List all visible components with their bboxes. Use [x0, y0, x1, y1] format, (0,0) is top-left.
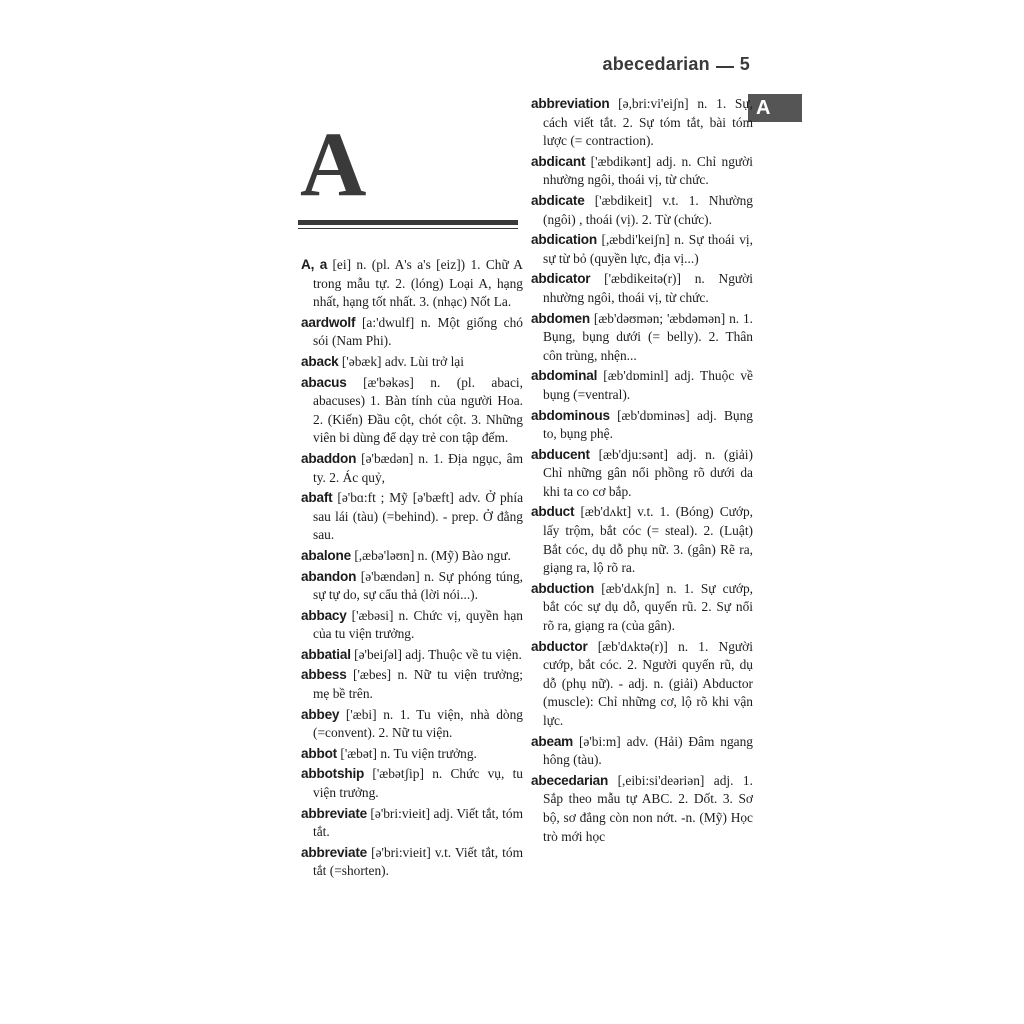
entry-definition: adj. n. Chỉ người nhường ngôi, thoái vị, từ chức. [543, 153, 753, 188]
entry-pronunciation: ['æbi] [345, 706, 377, 722]
entry-pronunciation: ['æbətʃip] [372, 766, 424, 782]
dictionary-entry [531, 270, 753, 307]
entry-pronunciation: [,eibi:si'deəriən] [617, 772, 705, 788]
dictionary-entry [301, 745, 523, 764]
entry-definition: adj. Thuộc về tu viện. [405, 646, 522, 662]
entry-pronunciation: [ə'bɑ:ft ; Mỹ [ə'bæft] [337, 490, 454, 506]
entry-headword: abducent [531, 446, 590, 462]
entry-pronunciation: [ə,bri:vi'eiʃn] [618, 96, 689, 111]
entry-definition: adj. Thuộc về bụng (=ventral). [543, 368, 753, 402]
entry-definition: n. Người nhường ngôi, thoái vị, từ chức. [543, 271, 753, 305]
dictionary-entry [531, 407, 753, 444]
entry-definition: n. 1. Người cướp, bắt cóc. 2. Người quyến rũ, dụ dỗ (phụ nữ). - adj. n. (giải) Abductor (muscle): Chỉ những cơ, lộ rõ khi vận lực. [543, 638, 753, 728]
entry-pronunciation: [æb'dɒminəs] [617, 407, 690, 423]
entry-pronunciation: [æb'dəʊmən; 'æbdəmən] [593, 310, 726, 326]
entry-headword: abdomen [531, 310, 591, 326]
entry-headword: abbacy [301, 607, 347, 623]
dictionary-entry [301, 547, 523, 566]
entry-pronunciation: [æb'dju:sənt] [598, 446, 668, 462]
dictionary-entry [301, 805, 523, 842]
entry-headword: abdominal [531, 368, 598, 384]
entry-pronunciation: [,æbə'ləʊn] [354, 547, 415, 563]
section-rule-thin [298, 228, 518, 229]
thumb-tab-letter: A [756, 97, 771, 119]
entry-headword: abdicant [531, 153, 586, 169]
thumb-index-tab [748, 94, 802, 122]
entry-pronunciation: [ə'bri:vieit] [371, 844, 431, 860]
entry-headword: abeam [531, 733, 574, 749]
section-letter: A [300, 113, 367, 215]
entry-definition: n. (pl. abaci, abacuses) 1. Bàn tính của người Hoa. 2. (Kiến) Đầu cột, chót cột. 3. Những viên bi dùng để dạy trẻ con tập đếm. [313, 374, 523, 446]
entry-definition: n. Chức vụ, tu viện trưởng. [313, 766, 523, 801]
entry-headword: abdicator [531, 271, 591, 287]
entry-definition: n. Chức vị, quyền hạn của tu viện trưởng. [313, 607, 523, 642]
entry-definition: adv. (Hải) Đâm ngang hông (tàu). [543, 733, 753, 768]
entry-pronunciation: [ə'bædən] [361, 450, 414, 466]
entry-definition: n. (pl. A's a's [eiz]) 1. Chữ A trong mẫu tự. 2. (lóng) Loại A, hạng nhất, hạng tốt nhất. 3. (nhạc) Nốt La. [313, 257, 523, 310]
entry-headword: abdicate [531, 192, 585, 208]
entry-headword: aardwolf [301, 314, 356, 330]
entry-headword: abaddon [301, 450, 357, 466]
entry-definition: n. 1. Sự cướp, bắt cóc sự dụ dỗ, quyến rũ. 2. Sự nổi rõ ra, giạng ra (của gân). [543, 580, 753, 634]
dictionary-entry [301, 706, 523, 743]
entry-pronunciation: ['æbət] [340, 745, 377, 761]
entry-definition: adj. Bụng to, bụng phệ. [543, 407, 753, 442]
dictionary-entry [531, 231, 753, 268]
entry-headword: abaft [301, 490, 333, 506]
dictionary-entry [301, 314, 523, 351]
entry-definition: n. Sự thoái vị, sự từ bỏ (quyền lực, địa vị...) [543, 232, 753, 266]
dictionary-entry [301, 844, 523, 881]
entry-pronunciation: [ə'bi:m] [578, 733, 621, 749]
entry-headword: abandon [301, 568, 357, 584]
dictionary-entry [301, 646, 523, 665]
dictionary-entry [531, 772, 753, 846]
entry-pronunciation: ['æbdikeitə(r)] [604, 271, 681, 287]
entry-pronunciation: [æb'dʌktə(r)] [597, 638, 668, 654]
entry-pronunciation: [ei] [332, 257, 352, 272]
entry-headword: abbess [301, 667, 347, 683]
dictionary-entry [531, 503, 753, 577]
entry-pronunciation: [æb'dɒminl] [603, 368, 669, 384]
entry-headword: abecedarian [531, 772, 609, 788]
entry-definition: n. 1. Bụng, bụng dưới (= belly). 2. Thân côn trùng, nhện... [543, 310, 753, 363]
entry-definition: n. 1. Tu viện, nhà dòng (=convent). 2. Nữ tu viện. [313, 706, 523, 741]
entry-definition: adj. n. (giải) Chỉ những gân nổi phồng rõ dưới da khi ta co cơ bắp. [543, 446, 753, 499]
entry-headword: abbey [301, 706, 340, 722]
dictionary-entry [531, 638, 753, 731]
dictionary-entry [301, 765, 523, 802]
dictionary-entry [301, 568, 523, 605]
dictionary-entry [301, 450, 523, 487]
entry-headword: abduction [531, 580, 595, 596]
entry-pronunciation: [æb'dʌkʃn] [601, 580, 660, 596]
entry-pronunciation: [æb'dʌkt] [580, 504, 632, 520]
entry-definition: n. Một giống chó sói (Nam Phi). [313, 314, 523, 349]
entry-headword: abduct [531, 504, 575, 520]
left-column [301, 256, 523, 883]
entry-definition: adj. Viết tắt, tóm tắt. [313, 805, 523, 840]
entry-definition: n. (Mỹ) Bào ngư. [417, 547, 511, 563]
running-head [560, 54, 750, 75]
entry-headword: aback [301, 353, 339, 369]
dictionary-entry [531, 367, 753, 404]
entry-headword: abacus [301, 374, 347, 390]
entry-pronunciation: [a:'dwulf] [361, 314, 415, 330]
entry-definition: n. 1. Địa ngục, âm ty. 2. Ác quỷ, [313, 450, 523, 485]
entry-definition: n. Tu viện trưởng. [380, 745, 477, 761]
entry-definition: adv. Lùi trở lại [384, 353, 464, 369]
dictionary-entry [531, 580, 753, 636]
entry-headword: A, a [301, 257, 328, 272]
entry-headword: abbreviate [301, 844, 368, 860]
entry-headword: abbotship [301, 766, 365, 782]
entry-pronunciation: ['æbdikənt] [590, 153, 652, 169]
entry-definition: adj. 1. Sắp theo mẫu tự ABC. 2. Dốt. 3. Sơ bộ, sơ đẳng còn non nớt. -n. (Mỹ) Học trò mới học [543, 772, 753, 844]
dictionary-entry [531, 95, 753, 151]
entry-pronunciation: [ə'bri:vieit] [370, 805, 431, 821]
page-number: 5 [739, 54, 750, 74]
dictionary-entry [301, 607, 523, 644]
section-rule-thick [298, 220, 518, 225]
entry-definition: adv. Ở phía sau lái (tàu) (=behind). - prep. Ở đằng sau. [313, 490, 524, 543]
entry-definition: v.t. 1. (Bóng) Cướp, lấy trộm, bắt cóc (= steal). 2. (Luật) Bắt cóc, dụ dỗ phụ nữ. 3. (gân) Rẽ ra, giạng ra, lộ rõ ra. [543, 504, 754, 576]
entry-headword: abalone [301, 547, 351, 563]
entry-pronunciation: ['æbes] [353, 667, 392, 683]
entry-definition: v.t. 1. Nhường (ngôi) , thoái (vị). 2. Từ (chức). [543, 192, 753, 227]
entry-pronunciation: ['æbəsi] [351, 607, 394, 623]
entry-definition: v.t. Viết tắt, tóm tắt (=shorten). [313, 844, 524, 879]
entry-pronunciation: [æ'bəkəs] [363, 374, 414, 390]
entry-pronunciation: [ə'bændən] [360, 568, 420, 584]
entry-pronunciation: [ə'beiʃəl] [354, 646, 402, 662]
dictionary-entry [301, 666, 523, 703]
entry-definition: n. Sự phóng túng, sự tự do, sự cẩu thả (lời nói...). [313, 568, 523, 603]
entry-headword: abbatial [301, 646, 351, 662]
dictionary-entry [531, 446, 753, 502]
dictionary-entry [531, 153, 753, 190]
entry-pronunciation: [,æbdi'keiʃn] [601, 232, 670, 248]
entry-headword: abdication [531, 232, 597, 248]
dictionary-entry [301, 353, 523, 372]
entry-headword: abdominous [531, 407, 610, 423]
entry-pronunciation: ['əbæk] [341, 353, 382, 369]
right-column [531, 95, 753, 848]
entry-definition: n. 1. Sự, cách viết tắt. 2. Sự tóm tắt, bài tóm lược (= contraction). [543, 96, 753, 149]
dictionary-entry [531, 733, 753, 770]
running-head-word: abecedarian [602, 54, 710, 74]
dictionary-entry [531, 192, 753, 229]
dictionary-entry [301, 489, 523, 545]
entry-definition: n. Nữ tu viện trưởng; mẹ bề trên. [313, 667, 523, 702]
entry-headword: abductor [531, 638, 588, 654]
dictionary-entry [301, 256, 523, 312]
entry-pronunciation: ['æbdikeit] [594, 192, 653, 208]
entry-headword: abbreviate [301, 805, 368, 821]
entry-headword: abbot [301, 745, 337, 761]
running-head-dash [716, 66, 734, 68]
dictionary-entry [301, 374, 523, 448]
dictionary-entry [531, 310, 753, 366]
entry-headword: abbreviation [531, 96, 610, 111]
